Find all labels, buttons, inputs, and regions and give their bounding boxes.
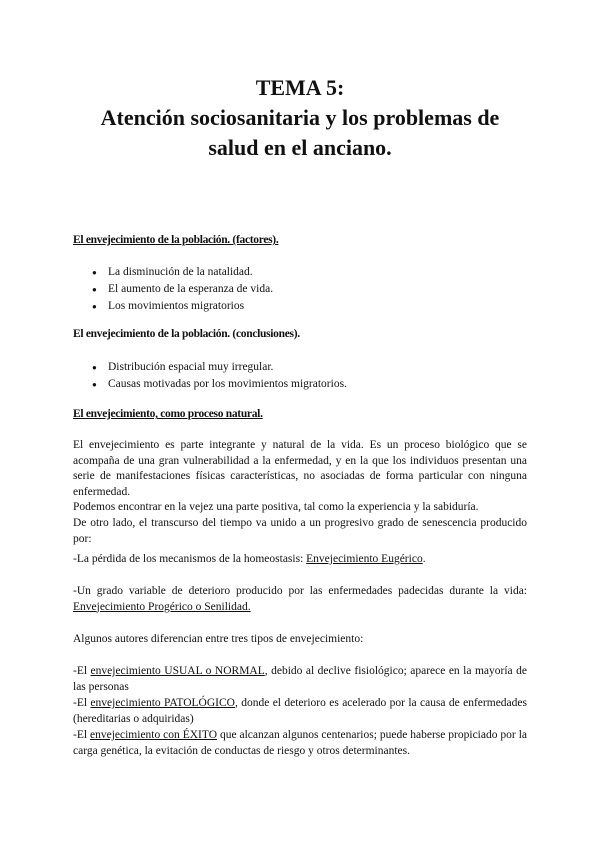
term-exito: envejecimiento con ÉXITO [90,729,218,741]
paragraph-homeostasis: -La pérdida de los mecanismos de la homeostasis: Envejecimiento Eugérico. [73,553,426,565]
term-patologico: envejecimiento PATOLÓGICO [90,697,235,709]
paragraph-senescence: De otro lado, el transcurso del tiempo va unido a un progresivo grado de senescencia producido por: [73,517,527,545]
list-item: ● El aumento de la esperanza de vida. [92,281,273,298]
term-usual: envejecimiento USUAL o NORMAL [90,665,265,677]
paragraph-pathological: -El envejecimiento PATOLÓGICO, donde el deterioro es acelerado por la causa de enfermedades (hereditarias o adquiridas) [73,697,527,725]
paragraph-types-intro: Algunos autores diferencian entre tres tipos de envejecimiento: [73,633,364,645]
list-item: ● Los movimientos migratorios [92,298,273,315]
term-eugerico: Envejecimiento Eugérico [306,553,423,565]
title-line-2: Atención sociosanitaria y los problemas de [100,105,500,130]
term-progerico: Envejecimiento Progérico o Senilidad. [73,600,251,613]
document-title [60,73,540,163]
bullet-list-factores [92,264,273,315]
paragraph-positive: Podemos encontrar en la vejez una parte positiva, tal como la experiencia y la sabiduría. [73,501,479,513]
paragraph-deterioration: -Un grado variable de deterioro producido por las enfermedades padecidas durante la vida: Envejecimiento Progérico o Senilidad. [73,585,527,613]
list-item: ● Causas motivadas por los movimientos migratorios. [92,376,347,393]
section-heading-proceso-natural: El envejecimiento, como proceso natural. [73,408,263,420]
list-item: ● La disminución de la natalidad. [92,264,273,281]
title-line-3: salud en el anciano. [208,135,392,160]
bullet-list-conclusiones [92,359,347,393]
paragraph-usual: -El envejecimiento USUAL o NORMAL, debido al declive fisiológico; aparece en la mayoría de las personas [73,665,527,693]
section-heading-factores: El envejecimiento de la población. (factores). [73,234,279,246]
paragraph-success: -El envejecimiento con ÉXITO que alcanzan algunos centenarios; puede haberse propiciado por la carga genética, la evitación de conductas de riesgo y otros determinantes. [73,729,527,757]
list-item: ● Distribución espacial muy irregular. [92,359,347,376]
title-line-1: TEMA 5: [255,75,345,100]
section-heading-conclusiones: El envejecimiento de la población. (conclusiones). [73,328,300,340]
paragraph-definition: El envejecimiento es parte integrante y natural de la vida. Es un proceso biológico que se acompaña de una gran vulnerabilidad a la enfermedad, y en la que los individuos presentan una serie de manifestaciones físicas características, no asociadas de forma particular con ninguna enfermedad. [73,439,527,498]
